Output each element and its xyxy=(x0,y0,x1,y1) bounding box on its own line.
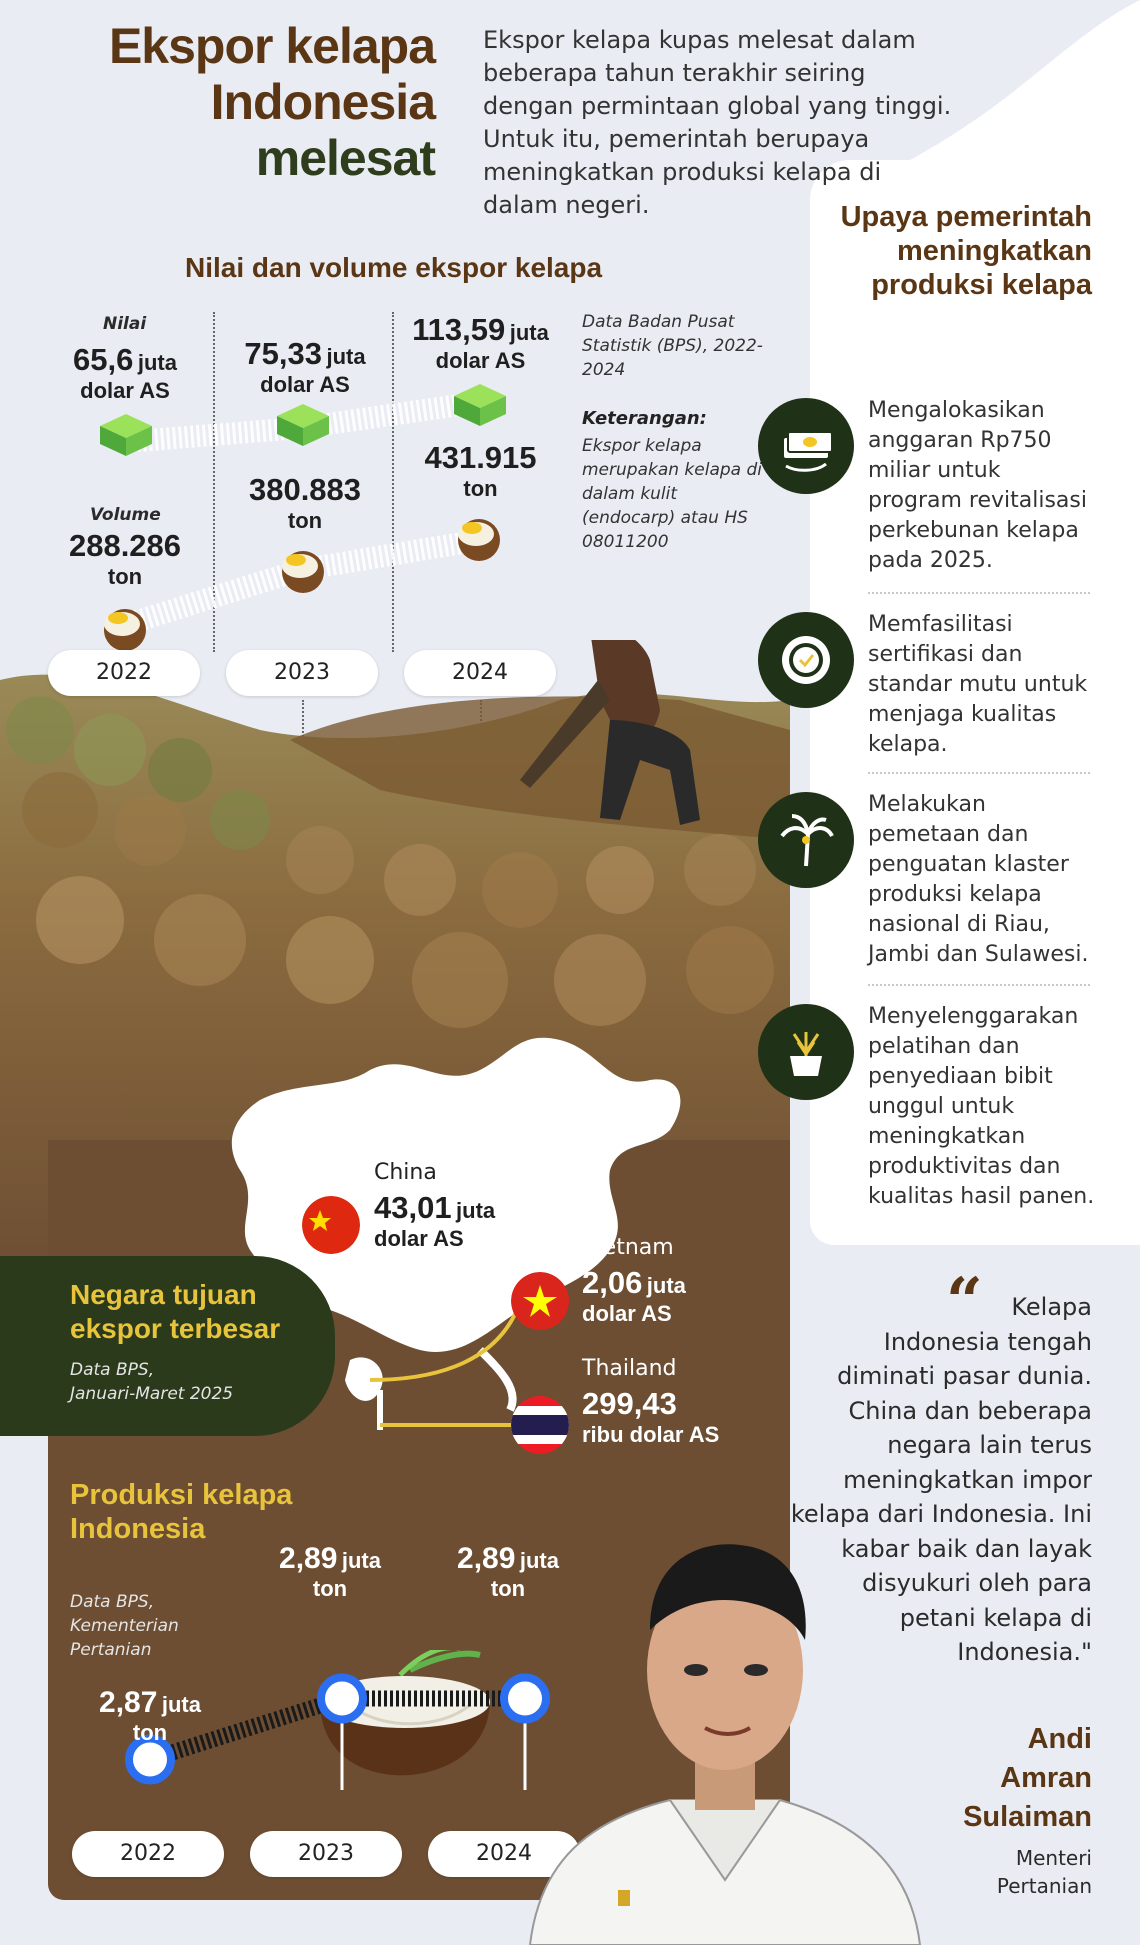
effort-text: Memfasilitasi sertifikasi dan standar mutu untuk menjaga kualitas kelapa. xyxy=(868,612,1088,757)
minister-role: Menteri Pertanian xyxy=(996,1846,1092,1898)
country-name-thailand: Thailand xyxy=(582,1356,677,1381)
minister-portrait xyxy=(500,1500,940,1945)
coconut-icon xyxy=(276,546,330,594)
coconut-icon xyxy=(452,514,506,562)
note-body: Ekspor kelapa merupakan kelapa di dalam kulit (endocarp) atau HS 08011200 xyxy=(582,436,763,552)
production-value-2022: 2,87 juta ton xyxy=(99,1686,201,1745)
country-value-vietnam: 2,06 juta dolar AS xyxy=(582,1265,686,1326)
production-source: Data BPS, Kementerian Pertanian xyxy=(70,1592,179,1660)
money-stack-icon xyxy=(758,398,854,494)
effort-text: Menyelenggarakan pelatihan dan penyediaan bibit unggul untuk meningkatkan produktivitas dan kualitas hasil panen. xyxy=(868,1004,1095,1209)
seedling-pot-icon xyxy=(758,1004,854,1100)
quality-seal-icon xyxy=(758,612,854,708)
export-volume-2024: 431.915 ton xyxy=(424,440,537,501)
country-value-thailand: 299,43 ribu dolar AS xyxy=(582,1386,720,1447)
efforts-title: Upaya pemerintah meningkatkan produksi kelapa xyxy=(840,201,1092,301)
production-year-pill-2024: 2024 xyxy=(428,1831,580,1877)
export-value-2024: 113,59 juta dolar AS xyxy=(412,312,549,373)
export-volume-2022: 288.286 ton xyxy=(68,528,182,589)
export-value-2022: 65,6 juta dolar AS xyxy=(73,342,177,403)
country-name-vietnam: Vietnam xyxy=(582,1235,674,1260)
production-year-pill-2022: 2022 xyxy=(72,1831,224,1877)
effort-divider xyxy=(868,984,1090,986)
production-year-pill-2023: 2023 xyxy=(250,1831,402,1877)
title-line-2: Indonesia xyxy=(210,74,435,130)
effort-text: Mengalokasikan anggaran Rp750 miliar untuk program revitalisasi perkebunan kelapa pada 2025. xyxy=(868,398,1087,573)
vietnam-flag-icon xyxy=(511,1272,569,1330)
export-value-2023: 75,33 juta dolar AS xyxy=(244,336,366,397)
destination-source: Data BPS, Januari-Maret 2025 xyxy=(70,1360,234,1404)
effort-text: Melakukan pemetaan dan penguatan klaster produksi kelapa nasional di Riau, Jambi dan Sulawesi. xyxy=(868,792,1089,967)
country-value-china: 43,01 juta dolar AS xyxy=(374,1190,496,1251)
country-name-china: China xyxy=(374,1160,437,1185)
title-line-1: Ekspor kelapa xyxy=(108,18,435,74)
value-label: Nilai xyxy=(103,314,147,334)
year-pill-2022: 2022 xyxy=(48,650,200,696)
intro-text: Ekspor kelapa kupas melesat dalam beberapa tahun terakhir seiring dengan permintaan global yang tinggi. Untuk itu, pemerintah berupaya meningkatkan produksi kelapa di dalam negeri. xyxy=(483,26,952,219)
quote-text: Kelapa Indonesia tengah diminati pasar dunia. China dan beberapa negara lain terus meningkatkan impor kelapa dari Indonesia. Ini kabar baik dan layak disyukuri oleh para petani kelapa di Indonesia." xyxy=(790,1293,1092,1666)
year-pill-2024: 2024 xyxy=(404,650,556,696)
export-chart-title: Nilai dan volume ekspor kelapa xyxy=(185,252,603,283)
production-value-2023: 2,89 juta ton xyxy=(279,1542,381,1601)
money-icon xyxy=(275,402,331,448)
page-title xyxy=(30,18,435,186)
export-source: Data Badan Pusat Statistik (BPS), 2022-2024 xyxy=(582,312,763,380)
effort-divider xyxy=(868,772,1090,774)
money-icon xyxy=(98,412,154,458)
minister-name: Andi Amran Sulaiman xyxy=(963,1723,1092,1833)
year-pill-2023: 2023 xyxy=(226,650,378,696)
production-point-2023 xyxy=(321,1678,363,1720)
destination-title: Negara tujuan ekspor terbesar xyxy=(70,1279,281,1344)
quote-mark-icon: “ xyxy=(946,1264,983,1339)
title-line-3: melesat xyxy=(255,130,435,186)
china-flag-icon xyxy=(302,1196,360,1254)
export-volume-2023: 380.883 ton xyxy=(248,472,362,533)
thailand-flag-icon xyxy=(511,1396,569,1454)
effort-divider xyxy=(868,592,1090,594)
volume-label: Volume xyxy=(90,505,161,525)
production-value-2024: 2,89 juta ton xyxy=(457,1542,559,1601)
production-title: Produksi kelapa Indonesia xyxy=(70,1479,293,1545)
note-title: Keterangan: xyxy=(582,408,707,429)
palm-tree-icon xyxy=(758,792,854,888)
money-icon xyxy=(452,382,508,428)
